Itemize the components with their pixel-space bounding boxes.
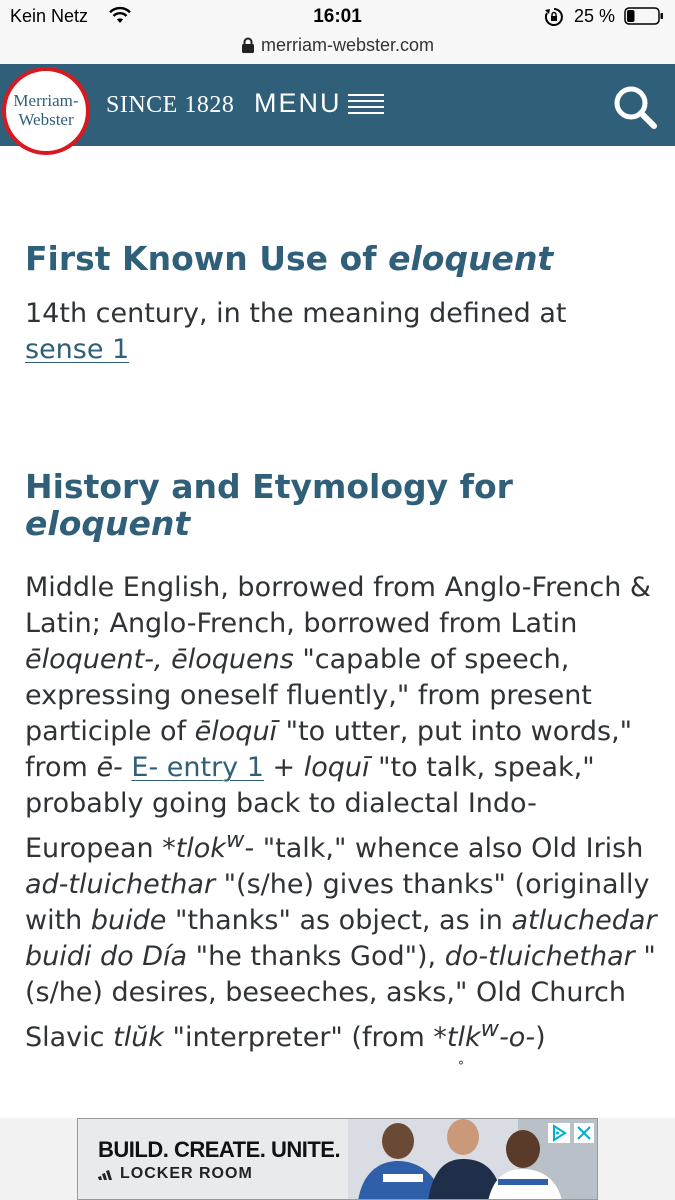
logo-text [6, 91, 86, 129]
headword: eloquent [388, 239, 554, 278]
menu-button[interactable] [254, 86, 384, 120]
logo-line-2: Webster [18, 110, 74, 129]
rotation-lock-icon [544, 7, 564, 27]
menu-label: MENU [254, 87, 342, 118]
ad-headline: BUILD. CREATE. UNITE. [98, 1137, 341, 1162]
adidas-logo-icon [98, 1168, 116, 1180]
etymology-text: Middle English, borrowed from Anglo-French & Latin; Anglo-French, borrowed from Latin ēloquent-, ēloquens "capable of speech, expressing oneself fluently," from present participle of ēloquī "to utter, put into words," from ē- E- entry 1 + loquī "to talk, speak," probably going back to dialectal Indo-European *tlok$^w$- "talk," whence also Old Irish ad-tluichethar "(s/he) gives thanks" (originally with buide "thanks" as object, as in atluchedar buidi do Día "he thanks God"), do-tluichethar "(s/he) desires, beseeches, asks," Old Church Slavic tlŭk "interpreter" (from *tl ˳ $k^w-o-$) [25, 572, 657, 1065]
sense-1-link[interactable]: sense 1 [25, 334, 130, 365]
adchoices-icon[interactable] [548, 1123, 570, 1143]
hamburger-icon [348, 92, 384, 114]
headword: eloquent [25, 504, 191, 543]
close-icon[interactable] [574, 1123, 594, 1143]
battery-fill [627, 10, 635, 22]
ad-subline: LOCKER ROOM [98, 1165, 253, 1183]
url-bar[interactable] [0, 30, 675, 64]
first-known-use-heading: First Known Use of eloquent [25, 239, 554, 278]
history-etymology-heading: History and Etymology for eloquent [25, 467, 513, 543]
battery-percent: 25 % [574, 6, 616, 26]
site-header [0, 64, 675, 146]
search-icon[interactable] [612, 84, 658, 130]
logo-line-1: Merriam- [13, 91, 79, 110]
battery-icon [624, 7, 664, 25]
advertisement-banner[interactable] [77, 1118, 598, 1200]
since-tagline: SINCE 1828 [106, 92, 235, 118]
status-bar [0, 0, 675, 30]
url-text: merriam-webster.com [260, 34, 435, 55]
carrier-label: Kein Netz [10, 6, 89, 26]
first-known-use-text: 14th century, in the meaning defined at sense 1 [25, 298, 567, 365]
clock: 16:01 [313, 6, 362, 27]
e-entry-1-link[interactable]: E- entry 1 [131, 752, 264, 783]
lock-icon [241, 37, 255, 54]
merriam-webster-logo[interactable] [2, 67, 90, 155]
